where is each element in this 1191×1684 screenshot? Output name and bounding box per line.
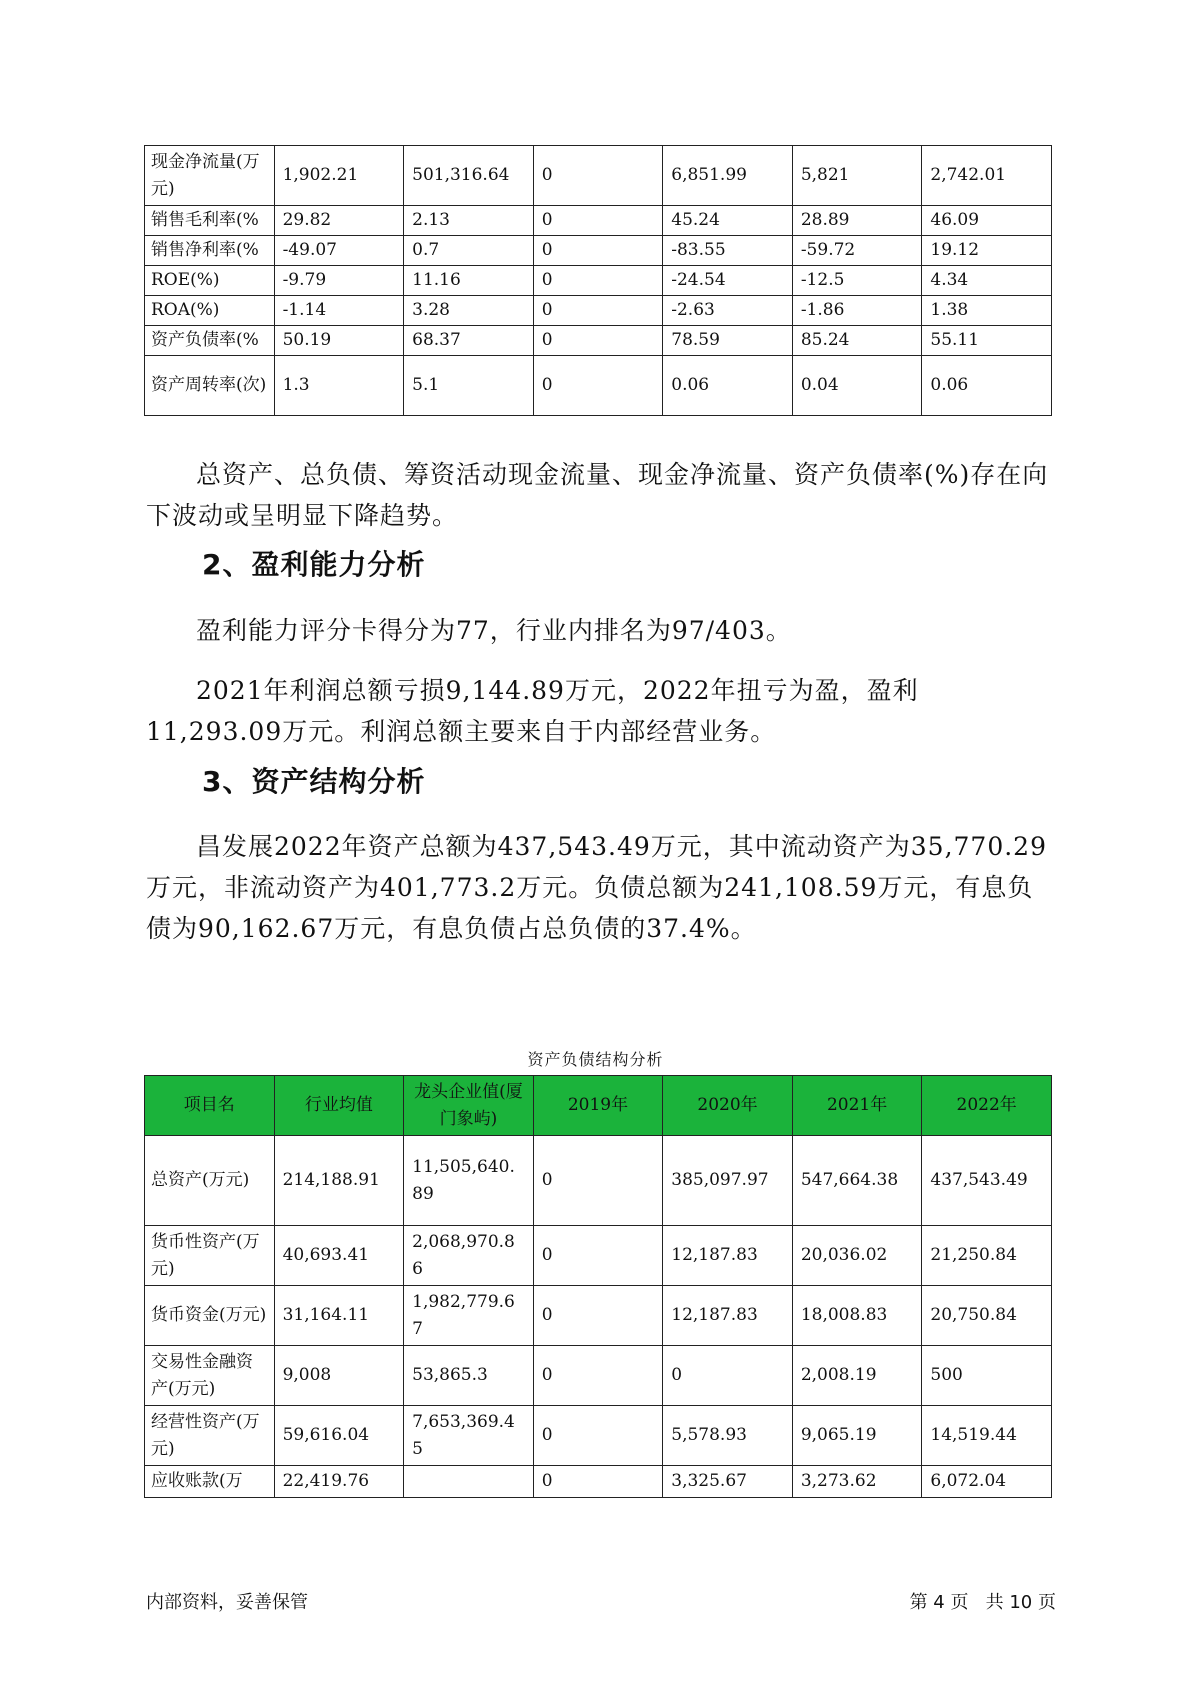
table-cell: 0.04 bbox=[792, 356, 922, 416]
table-header-row bbox=[145, 1076, 1052, 1136]
table-cell: 53,865.3 bbox=[404, 1346, 534, 1406]
table-cell: 9,008 bbox=[274, 1346, 404, 1406]
row-label: 资产周转率(次) bbox=[145, 356, 275, 416]
column-header: 2022年 bbox=[922, 1076, 1052, 1136]
financial-ratio-table bbox=[144, 145, 1052, 416]
table-cell: 20,036.02 bbox=[792, 1226, 922, 1286]
table-cell: 5.1 bbox=[404, 356, 534, 416]
section-heading-profitability: 2、盈利能力分析 bbox=[202, 548, 426, 581]
balance-sheet-table bbox=[144, 1075, 1052, 1498]
table-row bbox=[145, 1136, 1052, 1226]
table-cell: 7,653,369.45 bbox=[404, 1406, 534, 1466]
table-cell: 55.11 bbox=[922, 326, 1052, 356]
row-label: 销售净利率(% bbox=[145, 236, 275, 266]
table-cell: 500 bbox=[922, 1346, 1052, 1406]
table-cell: 0 bbox=[533, 1226, 663, 1286]
table-cell: -59.72 bbox=[792, 236, 922, 266]
table-cell: 2,068,970.86 bbox=[404, 1226, 534, 1286]
table-cell: 6,851.99 bbox=[663, 146, 793, 206]
table-cell: 4.34 bbox=[922, 266, 1052, 296]
table-row bbox=[145, 206, 1052, 236]
table-row bbox=[145, 1286, 1052, 1346]
table-cell: -49.07 bbox=[274, 236, 404, 266]
table-cell: 21,250.84 bbox=[922, 1226, 1052, 1286]
table-cell: 6,072.04 bbox=[922, 1466, 1052, 1498]
table-cell: 85.24 bbox=[792, 326, 922, 356]
trend-paragraph: 总资产、总负债、筹资活动现金流量、现金净流量、资产负债率(%)存在向下波动或呈明显下降趋势。 bbox=[146, 460, 1049, 530]
table-cell: 22,419.76 bbox=[274, 1466, 404, 1498]
table-cell: 20,750.84 bbox=[922, 1286, 1052, 1346]
table-cell: 0 bbox=[533, 1286, 663, 1346]
row-label: 经营性资产(万元) bbox=[145, 1406, 275, 1466]
table-cell: 78.59 bbox=[663, 326, 793, 356]
table-cell: 19.12 bbox=[922, 236, 1052, 266]
table-row bbox=[145, 236, 1052, 266]
table-cell: 46.09 bbox=[922, 206, 1052, 236]
table-cell: 0 bbox=[533, 146, 663, 206]
table-cell: 11.16 bbox=[404, 266, 534, 296]
row-label: 现金净流量(万元) bbox=[145, 146, 275, 206]
table-cell: -9.79 bbox=[274, 266, 404, 296]
table-cell: 0.7 bbox=[404, 236, 534, 266]
table-cell: 0.06 bbox=[663, 356, 793, 416]
table-cell: 29.82 bbox=[274, 206, 404, 236]
table-cell: 1,982,779.67 bbox=[404, 1286, 534, 1346]
table-cell: 547,664.38 bbox=[792, 1136, 922, 1226]
footer-page-number: 第 4 页 共 10 页 bbox=[909, 1592, 1056, 1613]
table-cell: -24.54 bbox=[663, 266, 793, 296]
row-label: ROA(%) bbox=[145, 296, 275, 326]
table-cell: 0 bbox=[533, 1136, 663, 1226]
table-row bbox=[145, 356, 1052, 416]
table-row bbox=[145, 146, 1052, 206]
table-cell: 3,325.67 bbox=[663, 1466, 793, 1498]
table-cell bbox=[404, 1466, 534, 1498]
table-cell: 0 bbox=[533, 296, 663, 326]
row-label: 交易性金融资产(万元) bbox=[145, 1346, 275, 1406]
column-header: 2020年 bbox=[663, 1076, 793, 1136]
table-row bbox=[145, 296, 1052, 326]
table-cell: 11,505,640.89 bbox=[404, 1136, 534, 1226]
table-cell: 2,008.19 bbox=[792, 1346, 922, 1406]
column-header: 2021年 bbox=[792, 1076, 922, 1136]
table-cell: 9,065.19 bbox=[792, 1406, 922, 1466]
table-cell: 0 bbox=[533, 266, 663, 296]
row-label: 资产负债率(% bbox=[145, 326, 275, 356]
column-header: 行业均值 bbox=[274, 1076, 404, 1136]
row-label: 销售毛利率(% bbox=[145, 206, 275, 236]
profit-paragraph: 2021年利润总额亏损9,144.89万元，2022年扭亏为盈，盈利11,293.09万元。利润总额主要来自于内部经营业务。 bbox=[146, 676, 919, 746]
table-cell: 501,316.64 bbox=[404, 146, 534, 206]
table-row bbox=[145, 1406, 1052, 1466]
table-cell: 28.89 bbox=[792, 206, 922, 236]
table-row bbox=[145, 266, 1052, 296]
row-label: 总资产(万元) bbox=[145, 1136, 275, 1226]
table-cell: 437,543.49 bbox=[922, 1136, 1052, 1226]
row-label: 货币资金(万元) bbox=[145, 1286, 275, 1346]
table-cell: 12,187.83 bbox=[663, 1286, 793, 1346]
table-cell: 0 bbox=[533, 1466, 663, 1498]
table-cell: 3,273.62 bbox=[792, 1466, 922, 1498]
table-cell: 14,519.44 bbox=[922, 1406, 1052, 1466]
table-cell: -1.14 bbox=[274, 296, 404, 326]
table-cell: 5,821 bbox=[792, 146, 922, 206]
section-heading-asset-structure: 3、资产结构分析 bbox=[202, 765, 426, 798]
column-header: 龙头企业值(厦门象屿) bbox=[404, 1076, 534, 1136]
table-cell: 59,616.04 bbox=[274, 1406, 404, 1466]
table-cell: 12,187.83 bbox=[663, 1226, 793, 1286]
score-paragraph: 盈利能力评分卡得分为77，行业内排名为97/403。 bbox=[196, 616, 792, 645]
table-cell: 0 bbox=[533, 206, 663, 236]
table-cell: 2.13 bbox=[404, 206, 534, 236]
table-cell: 0 bbox=[533, 356, 663, 416]
table-cell: 0 bbox=[533, 236, 663, 266]
table-cell: 50.19 bbox=[274, 326, 404, 356]
table-cell: 385,097.97 bbox=[663, 1136, 793, 1226]
column-header: 项目名 bbox=[145, 1076, 275, 1136]
table-caption: 资产负债结构分析 bbox=[527, 1050, 664, 1069]
asset-paragraph: 昌发展2022年资产总额为437,543.49万元，其中流动资产为35,770.29万元，非流动资产为401,773.2万元。负债总额为241,108.59万元，有息负债为90,162.67万元，有息负债占总负债的37.4%。 bbox=[146, 832, 1047, 943]
column-header: 2019年 bbox=[533, 1076, 663, 1136]
table-cell: 1.3 bbox=[274, 356, 404, 416]
table-cell: -12.5 bbox=[792, 266, 922, 296]
row-label: 应收账款(万 bbox=[145, 1466, 275, 1498]
table-cell: 1.38 bbox=[922, 296, 1052, 326]
table-row bbox=[145, 1346, 1052, 1406]
table-cell: 5,578.93 bbox=[663, 1406, 793, 1466]
table-cell: -1.86 bbox=[792, 296, 922, 326]
table-cell: 0 bbox=[533, 1346, 663, 1406]
table-cell: -2.63 bbox=[663, 296, 793, 326]
table-row bbox=[145, 326, 1052, 356]
table-cell: 0 bbox=[533, 1406, 663, 1466]
table-cell: 2,742.01 bbox=[922, 146, 1052, 206]
table-cell: 45.24 bbox=[663, 206, 793, 236]
table-cell: 0 bbox=[533, 326, 663, 356]
row-label: ROE(%) bbox=[145, 266, 275, 296]
table-cell: 31,164.11 bbox=[274, 1286, 404, 1346]
table-cell: 214,188.91 bbox=[274, 1136, 404, 1226]
table-cell: 0.06 bbox=[922, 356, 1052, 416]
row-label: 货币性资产(万元) bbox=[145, 1226, 275, 1286]
table-cell: 40,693.41 bbox=[274, 1226, 404, 1286]
table-cell: 3.28 bbox=[404, 296, 534, 326]
table-cell: 68.37 bbox=[404, 326, 534, 356]
footer-confidential: 内部资料，妥善保管 bbox=[146, 1592, 308, 1613]
table-cell: 1,902.21 bbox=[274, 146, 404, 206]
table-row bbox=[145, 1466, 1052, 1498]
table-cell: 18,008.83 bbox=[792, 1286, 922, 1346]
table-row bbox=[145, 1226, 1052, 1286]
table-cell: -83.55 bbox=[663, 236, 793, 266]
table-cell: 0 bbox=[663, 1346, 793, 1406]
